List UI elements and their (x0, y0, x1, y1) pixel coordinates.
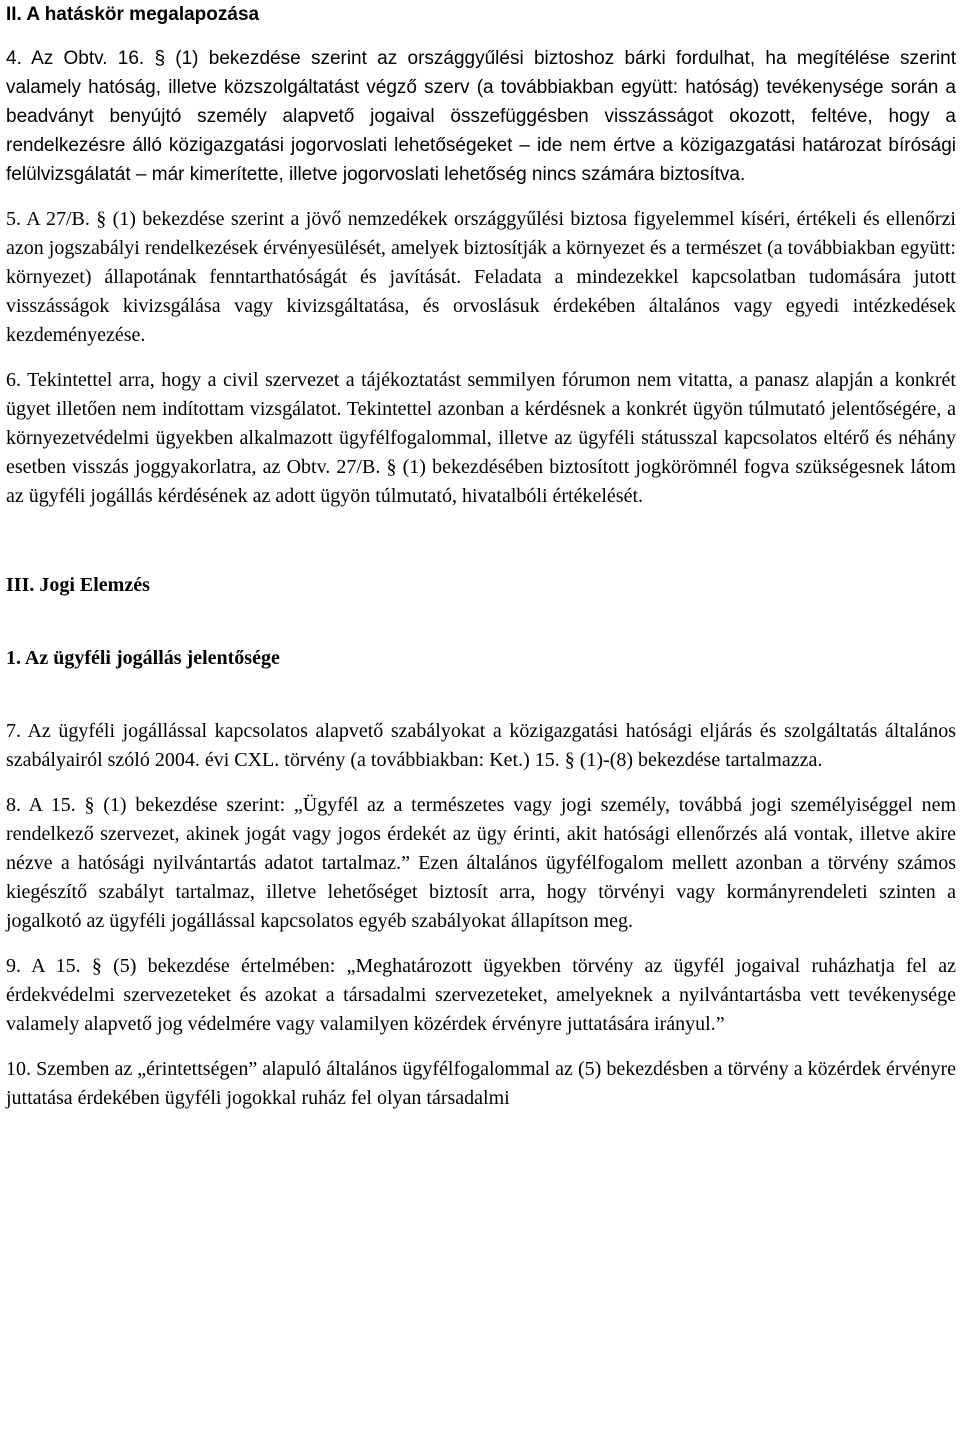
paragraph-8: 8. A 15. § (1) bekezdése szerint: „Ügyfél az a természetes vagy jogi személy, továbbá jogi személyiséggel nem rendelkező szervezet, akinek jogát vagy jogos érdekét az ügy érinti, akit hatósági ellenőrzés alá vontak, illetve akire nézve a hatósági nyilvántartás adatot tartalmaz.” Ezen általános ügyfélfogalom mellett azonban a törvény számos kiegészítő szabályt tartalmaz, illetve lehetőséget biztosít arra, hogy törvényi vagy kormányrendeleti szinten a jogalkotó az ügyféli jogállással kapcsolatos egyéb szabályokat állapítson meg. (6, 794, 956, 932)
paragraph-6: 6. Tekintettel arra, hogy a civil szervezet a tájékoztatást semmilyen fórumon nem vitatta, a panasz alapján a konkrét ügyet illetően nem indítottam vizsgálatot. Tekintettel azonban a kérdésnek a konkrét ügyön túlmutató jelentőségére, a környezetvédelmi ügyekben alkalmazott ügyfélfogalommal, illetve az ügyféli státusszal kapcsolatos eltérő és néhány esetben visszás joggyakorlatra, az Obtv. 27/B. § (1) bekezdésében biztosított jogkörömnél fogva szükségesnek látom az ügyféli jogállás kérdésének az adott ügyön túlmutató, hivatalbóli értékelését. (6, 369, 956, 507)
paragraph-5: 5. A 27/B. § (1) bekezdése szerint a jövő nemzedékek országgyűlési biztosa figyelemmel kíséri, értékeli és ellenőrzi azon jogszabályi rendelkezések érvényesülését, amelyek biztosítják a környezet és a természet (a továbbiakban együtt: környezet) állapotának fenntarthatóságát és javítását. Feladata a mindezekkel kapcsolatban tudomására jutott visszásságok kivizsgálása vagy kivizsgáltatása, és orvoslásuk érdekében általános vagy egyedi intézkedések kezdeményezése. (6, 208, 956, 346)
paragraph-7: 7. Az ügyféli jogállással kapcsolatos alapvető szabályokat a közigazgatási hatósági eljárás és szolgáltatás általános szabályairól szóló 2004. évi CXL. törvény (a továbbiakban: Ket.) 15. § (1)-(8) bekezdése tartalmazza. (6, 720, 956, 771)
section-title-iii: III. Jogi Elemzés (6, 574, 150, 596)
paragraph-4: 4. Az Obtv. 16. § (1) bekezdése szerint az országgyűlési biztoshoz bárki fordulhat, ha megítélése szerint valamely hatóság, illetve közszolgáltatást végző szerv (a továbbiakban együtt: hatóság) tevékenysége során a beadványt benyújtó személy alapvető jogaival összefüggésben visszásságot okozott, feltéve, hogy a rendelkezésre álló közigazgatási jogorvoslati lehetőségeket – ide nem értve a közigazgatási határozat bírósági felülvizsgálatát – már kimerítette, illetve jogorvoslati lehetőség nincs számára biztosítva. (6, 48, 956, 185)
paragraph-9: 9. A 15. § (5) bekezdése értelmében: „Meghatározott ügyekben törvény az ügyfél jogaival ruházhatja fel az érdekvédelmi szervezeteket és azokat a társadalmi szervezeteket, amelyeknek a nyilvántartásba vett tevékenysége valamely alapvető jog védelmére vagy valamilyen közérdek érvényre juttatására irányul.” (6, 955, 956, 1035)
subsection-title-1: 1. Az ügyféli jogállás jelentősége (6, 647, 280, 669)
document-page (6, 0, 956, 1113)
paragraph-10: 10. Szemben az „érintettségen” alapuló általános ügyfélfogalommal az (5) bekezdésben a törvény a közérdek érvényre juttatása érdekében ügyféli jogokkal ruház fel olyan társadalmi (6, 1058, 956, 1109)
section-title-ii: II. A hatáskör megalapozása (6, 4, 260, 25)
